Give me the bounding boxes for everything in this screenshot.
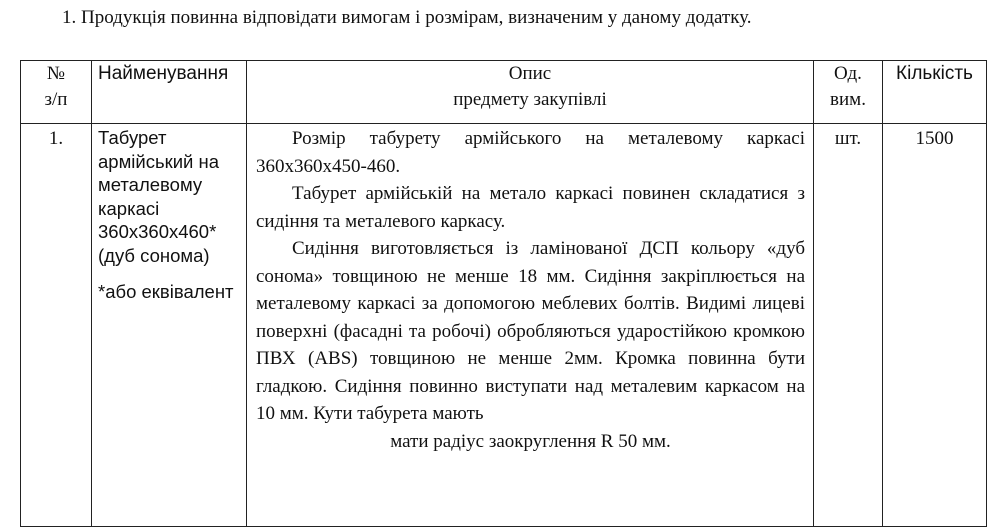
row-unit: шт. (814, 124, 883, 527)
row-description (247, 124, 814, 527)
row-name-note: *або еквівалент (98, 280, 234, 302)
header-number (21, 61, 92, 124)
header-unit (814, 61, 883, 124)
row-name (92, 124, 247, 527)
header-number-line1: № (46, 63, 66, 84)
header-description-line1: Опис (508, 63, 552, 84)
row-name-line: металевому (98, 174, 203, 196)
row-name-line: каркасі (98, 197, 160, 219)
row-name-line: Табурет (98, 127, 167, 148)
intro-text: 1. Продукція повинна відповідати вимогам і розмірам, визначеним у даному додатку. (62, 7, 752, 28)
header-description-line2: предмету закупівлі (453, 89, 607, 110)
row-number: 1. (21, 124, 92, 527)
description-paragraph: Табурет армійській на метало каркасі повинен складатися з сидіння та металевого каркасу. (256, 183, 805, 232)
table-row (21, 124, 987, 527)
header-unit-line1: Од. (834, 63, 862, 84)
specification-table (20, 60, 987, 527)
row-quantity: 1500 (883, 124, 987, 527)
header-name (92, 61, 247, 124)
description-paragraph: мати радіус заокруглення R 50 мм. (390, 430, 671, 452)
header-unit-line2: вим. (830, 89, 866, 110)
header-number-line2: з/п (44, 89, 68, 110)
header-quantity (883, 61, 987, 124)
header-quantity-label: Кількість (896, 63, 973, 84)
description-paragraph: Розмір табурету армійського на металевому каркасі 360x360x450-460. (256, 128, 805, 177)
table-header-row (21, 61, 987, 124)
row-name-line: 360x360x460* (98, 221, 217, 243)
row-name-line: армійський на (98, 150, 220, 172)
header-description (247, 61, 814, 124)
description-paragraph: Сидіння виготовляється із ламінованої ДСП кольору «дуб сонома» товщиною не менше 18 мм. Сидіння закріплюється на металевому каркасі за допомогою меблевих болтів. Видимі лицеві поверхні (фасадні та робочі) обробляються ударостійкою кромкою ПВХ (ABS) товщиною не менше 2мм. Кромка повинна бути гладкою. Сидіння повинно виступати над металевим каркасом на 10 мм. Кути табурета мають (256, 238, 805, 424)
row-name-line: (дуб сонома) (98, 244, 210, 266)
header-name-label: Найменування (98, 63, 229, 84)
